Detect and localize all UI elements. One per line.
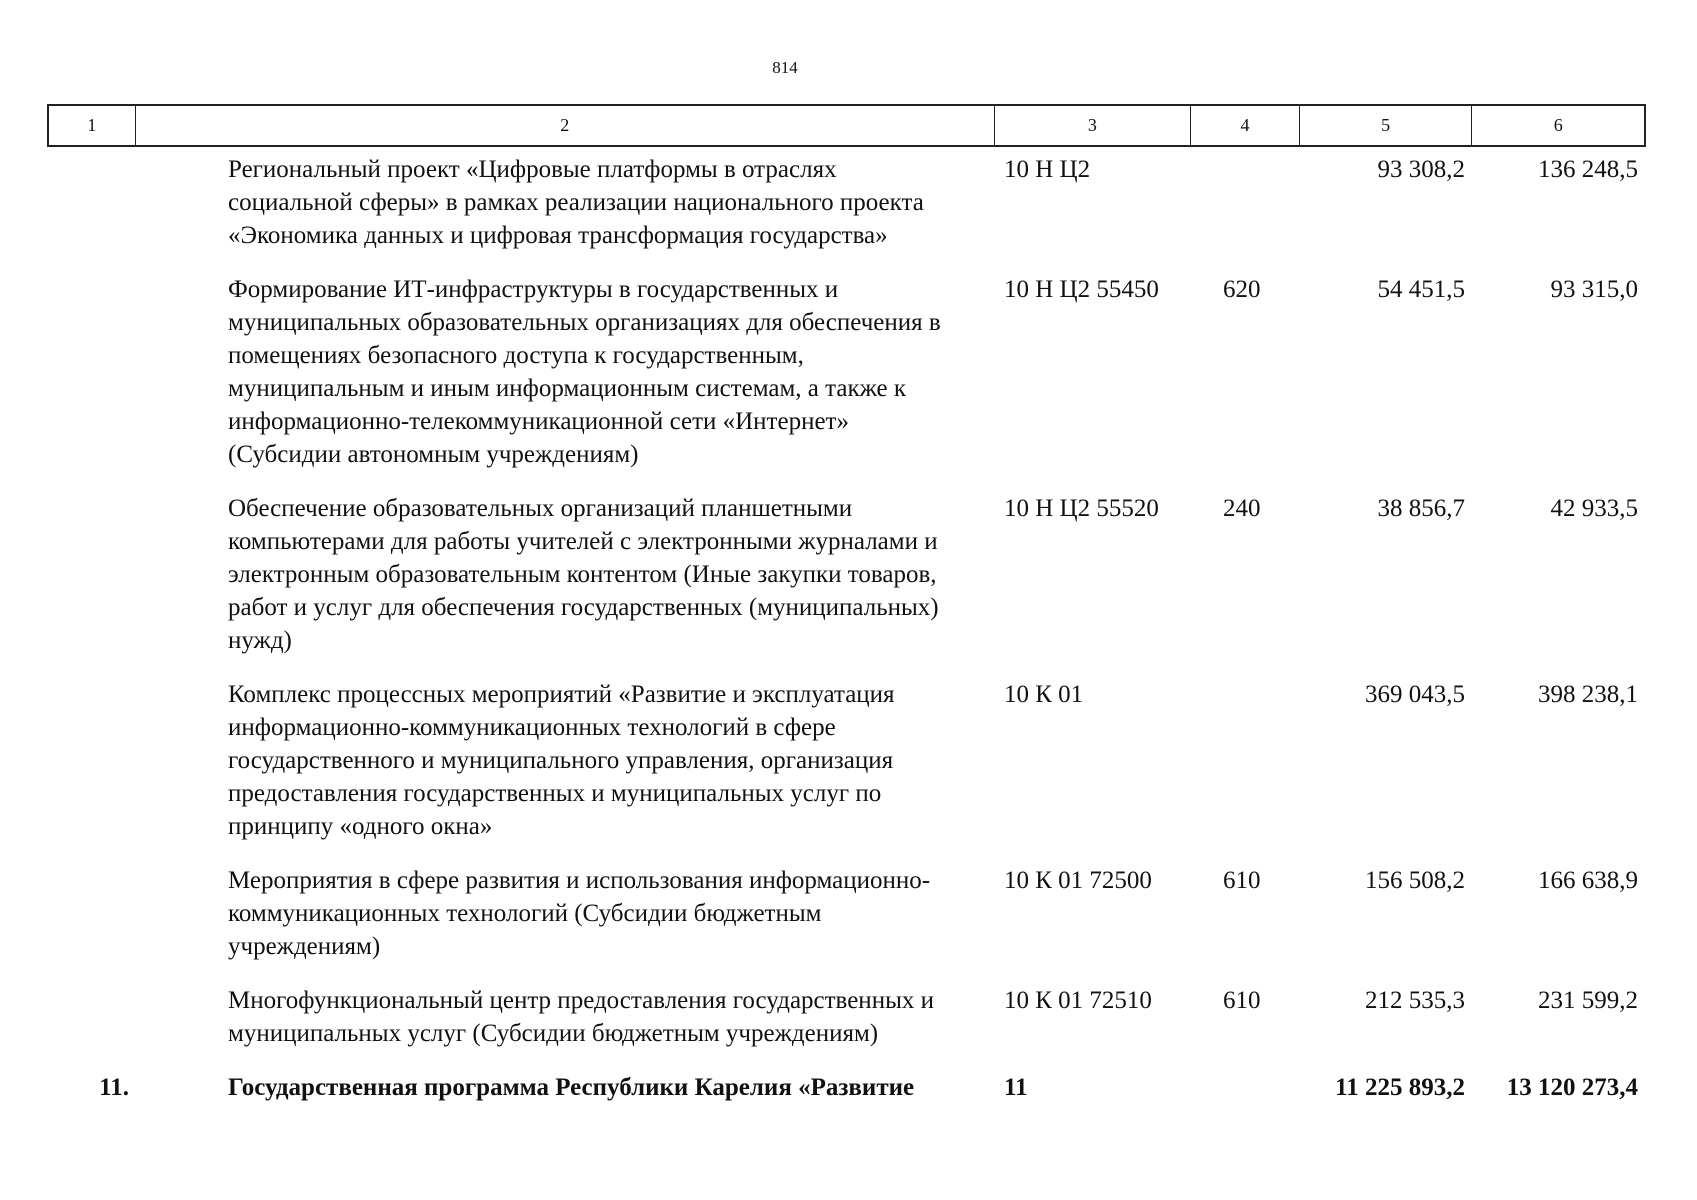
table-row xyxy=(47,1071,1646,1125)
header-col-1: 1 xyxy=(87,115,97,135)
row-type xyxy=(1191,678,1300,864)
table-row xyxy=(47,984,1646,1071)
row-sum-2: 13 120 273,4 xyxy=(1506,1074,1638,1101)
row-number xyxy=(47,273,133,492)
row-type xyxy=(1191,153,1300,273)
row-number xyxy=(47,984,133,1071)
row-sum-1: 369 043,5 xyxy=(1365,681,1465,708)
row-code: 10 Н Ц2 xyxy=(1004,156,1091,183)
table-row xyxy=(47,492,1646,678)
row-number xyxy=(47,678,133,864)
row-name: Комплекс процессных мероприятий «Развитие и эксплуатация информационно-коммуникационных технологий в сфере государственного и муниципального управления, организация предоставления государственных и муниципальных услуг по принципу «одного окна» xyxy=(228,681,895,840)
row-number xyxy=(47,492,133,678)
table-header xyxy=(47,104,1646,147)
page-number: 814 xyxy=(772,58,798,77)
table-row xyxy=(47,678,1646,864)
row-sum-2: 93 315,0 xyxy=(1550,276,1638,303)
header-col-5: 5 xyxy=(1299,106,1472,145)
row-name: Региональный проект «Цифровые платформы в отраслях социальной сферы» в рамках реализации национального проекта «Экономика данных и цифровая трансформация государства» xyxy=(228,156,924,249)
row-name: Государственная программа Республики Карелия «Развитие xyxy=(228,1074,915,1101)
row-number xyxy=(47,864,133,984)
header-col-6: 6 xyxy=(1471,106,1644,145)
row-sum-1: 93 308,2 xyxy=(1377,156,1465,183)
row-name: Многофункциональный центр предоставления государственных и муниципальных услуг (Субсидии бюджетным учреждениям) xyxy=(228,987,934,1047)
row-code: 10 К 01 72500 xyxy=(1004,867,1152,894)
row-sum-2: 136 248,5 xyxy=(1538,156,1638,183)
row-type xyxy=(1191,1071,1300,1125)
row-code: 10 К 01 xyxy=(1004,681,1084,708)
row-code: 11 xyxy=(1004,1074,1028,1101)
row-name: Обеспечение образовательных организаций планшетными компьютерами для работы учителей с электронными журналами и электронным образовательным контентом (Иные закупки товаров, работ и услуг для обеспечения государственных (муниципальных) нужд) xyxy=(228,495,939,654)
row-sum-2: 42 933,5 xyxy=(1550,495,1638,522)
header-col-3: 3 xyxy=(994,106,1191,145)
row-type: 240 xyxy=(1223,495,1261,522)
row-sum-1: 212 535,3 xyxy=(1365,987,1465,1014)
row-number: 11. xyxy=(99,1074,129,1101)
row-type: 620 xyxy=(1223,276,1261,303)
row-sum-2: 398 238,1 xyxy=(1538,681,1638,708)
header-col-4: 4 xyxy=(1190,106,1299,145)
row-sum-1: 54 451,5 xyxy=(1377,276,1465,303)
budget-table xyxy=(47,153,1646,1125)
row-type: 610 xyxy=(1223,867,1261,894)
row-name: Мероприятия в сфере развития и использования информационно-коммуникационных технологий (Субсидии бюджетным учреждениям) xyxy=(228,867,931,960)
row-name: Формирование ИТ-инфраструктуры в государственных и муниципальных образовательных организациях для обеспечения в помещениях безопасного доступа к государственным, муниципальным и иным информационным системам, а также к информационно-телекоммуникационной сети «Интернет» (Субсидии автономным учреждениям) xyxy=(228,276,941,468)
header-col-2: 2 xyxy=(135,106,994,145)
row-code: 10 Н Ц2 55520 xyxy=(1004,495,1159,522)
table-row xyxy=(47,273,1646,492)
row-number xyxy=(47,153,133,273)
row-sum-1: 11 225 893,2 xyxy=(1335,1074,1465,1101)
row-sum-1: 38 856,7 xyxy=(1377,495,1465,522)
table-row xyxy=(47,153,1646,273)
row-sum-2: 231 599,2 xyxy=(1538,987,1638,1014)
row-code: 10 К 01 72510 xyxy=(1004,987,1152,1014)
row-sum-1: 156 508,2 xyxy=(1365,867,1465,894)
row-sum-2: 166 638,9 xyxy=(1538,867,1638,894)
table-row xyxy=(47,864,1646,984)
row-code: 10 Н Ц2 55450 xyxy=(1004,276,1159,303)
row-type: 610 xyxy=(1223,987,1261,1014)
